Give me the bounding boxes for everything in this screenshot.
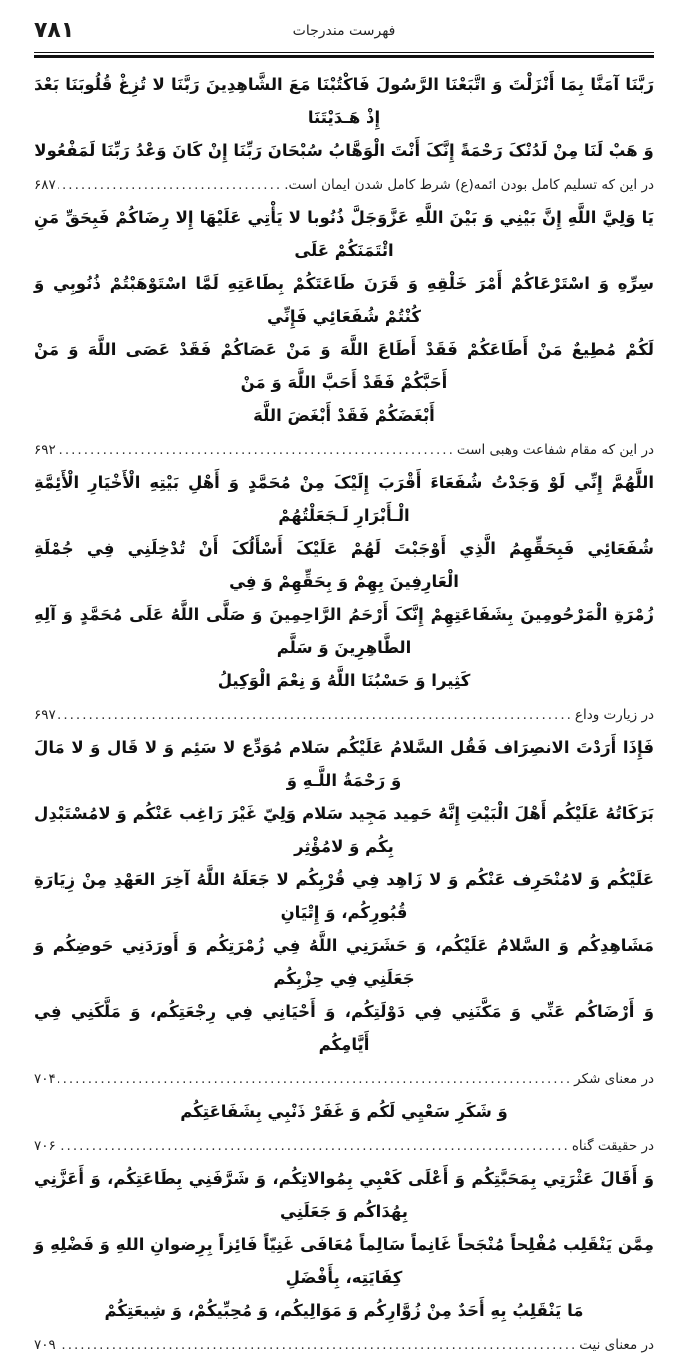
arabic-line: اللَّهُمَّ إِنِّي لَوْ وَجَدْتُ شُفَعَاءَ أَقْرَبَ إِلَيْکَ مِنْ مُحَمَّدٍ وَ أَهْلِ بَيْتِهِ الْأَخْيَارِ الْأَئِمَّةِ الْـأَبْرَارِ لَـجَعَلْتُهُمْ	[34, 473, 654, 525]
toc-entry-title: در حقیقت گناه	[571, 1138, 654, 1154]
toc-entry[interactable]	[34, 701, 654, 729]
arabic-line: عَلَيْكُم وَ لامُنْحَرِف عَنْكُم وَ لا زَاهِد فِي قُرْبِكُم لا جَعَلَهُ اللَّهُ آخِرَ العَهْدِ مِنْ زِيَارَةِ قُبُورِكُم، وَ إِتْيَانِ	[34, 870, 654, 922]
toc-leader-dots	[58, 436, 455, 464]
arabic-line: فَإِذَا أَرَدْتَ الانصِرَاف فَقُل السَّلامُ عَلَيْكُم سَلام مُوَدِّع لا سَئِم وَ لا قَال وَ لا مَالَ وَ رَحْمَةُ اللَّـهِ وَ	[34, 738, 654, 790]
page-header	[34, 0, 654, 58]
toc-entry[interactable]	[34, 1065, 654, 1093]
arabic-line: رَبَّنَا آمَنَّا بِمَا أَنْزَلْتَ وَ اتَّبَعْنَا الرَّسُولَ فَاكْتُبْنَا مَعَ الشَّاهِدِينَ رَبَّنَا لا تُزِغْ قُلُوبَنَا بَعْدَ إِذْ هَـدَيْتَنَا	[34, 75, 654, 127]
toc-entry-page: ۶۸۷	[34, 177, 56, 193]
toc-entry-page: ۶۹۲	[34, 442, 56, 458]
toc-entry[interactable]	[34, 171, 654, 199]
arabic-line: مَشَاهِدِكُم وَ السَّلامُ عَلَيْكُم، وَ حَشَرَنِي اللَّهُ فِي زُمْرَتِكُم وَ أَورَدَنِي حَوضِكُم وَ جَعَلَنِي فِي حِزْبِكُم	[34, 936, 654, 988]
arabic-passage	[34, 731, 654, 1061]
toc-entry-page: ۶۹۷	[34, 707, 56, 723]
arabic-line: أَبْغَضَكُمْ فَقَدْ أَبْغَضَ اللَّهَ	[253, 406, 435, 425]
toc-entry[interactable]	[34, 1132, 654, 1160]
toc-entry-title: در این که تسلیم کامل بودن ائمه(ع) شرط کامل شدن ایمان است.	[284, 177, 654, 193]
arabic-line: وَ أَرْضَاكُم عَنِّي وَ مَكَّنَنِي فِي دَوْلَتِكُم، وَ أَحْيَانِي فِي رِجْعَتِكُم، وَ مَلَّكَنِي فِي أَيَّامِكُم	[34, 1002, 654, 1054]
arabic-passage	[34, 68, 654, 167]
arabic-line: مِمَّن يَنْقَلِب مُفْلِحاً مُنْجَحاً غَانِماً سَالِماً مُعَافَى غَنِيّاً فَائِزاً بِرِضوانِ اللهِ وَ فَضْلِهِ وَ كِفَايَتِه، بِأَفْضَلِ	[34, 1235, 654, 1287]
toc-entry-title: در معنای نیت	[579, 1337, 654, 1353]
toc-leader-dots	[58, 1065, 572, 1093]
arabic-line: سِرِّهِ وَ اسْتَرْعَاكُمْ أَمْرَ خَلْقِهِ وَ قَرَنَ طَاعَتَكُمْ بِطَاعَتِهِ لَمَّا اسْتَوْهَبْتُمْ ذُنُوبِي وَ كُنْتُمْ شُفَعَائِي فَإِنِّي	[34, 274, 654, 326]
toc-entry-title: در این که مقام شفاعت وهبی است	[456, 442, 654, 458]
arabic-line: لَكُمْ مُطِيعٌ مَنْ أَطَاعَكُمْ فَقَدْ أَطَاعَ اللَّهَ وَ مَنْ عَصَاكُمْ فَقَدْ عَصَى اللَّهَ وَ مَنْ أَحَبَّكُمْ فَقَدْ أَحَبَّ اللَّهَ وَ مَنْ	[34, 340, 654, 392]
toc-leader-dots	[58, 171, 282, 199]
toc-entry-title: در معنای شکر	[574, 1071, 654, 1087]
toc-entry[interactable]	[34, 436, 654, 464]
arabic-line: زُمْرَةِ الْمَرْحُومِينَ بِشَفَاعَتِهِمْ إِنَّکَ أَرْحَمُ الرَّاحِمِينَ وَ صَلَّى اللَّهُ عَلَى مُحَمَّدٍ وَ آلِهِ الطَّاهِرِينَ وَ سَلَّم	[34, 605, 654, 657]
page-number: ۷۸۱	[34, 18, 75, 43]
arabic-line: يَا وَلِيَّ اللَّهِ إِنَّ بَيْنِي وَ بَيْنَ اللَّهِ عَزَّوَجَلَّ ذُنُوبا لا يَأْتِي عَلَيْهَا إِلا رِضَاكُمْ فَبِحَقِّ مَنِ ائْتَمَنَكُمْ عَلَى	[34, 208, 654, 260]
header-rule-thin	[34, 52, 654, 53]
toc-leader-dots	[58, 1132, 570, 1160]
arabic-passage	[34, 466, 654, 697]
running-title: فهرست مندرجات	[292, 23, 396, 39]
toc-entry-page: ۷۰۶	[34, 1138, 56, 1154]
toc-leader-dots	[58, 1331, 578, 1359]
arabic-line: وَ شَكَرِ سَعْيِي لَكُم وَ غَفَرْ ذَنْبِي بِشَفَاعَتِكُم	[180, 1102, 508, 1121]
arabic-line: وَ أَقَالَ عَثْرَتِي بِمَحَبَّتِكُم وَ أَعْلَى كَعْبِي بِمُوالاتِكُم، وَ شَرَّفَنِي بِطَاعَتِكُم، وَ أَعَزَّنِي بِهُدَاكُم وَ جَعَلَنِي	[34, 1169, 654, 1221]
arabic-line: كَثِيرا وَ حَسْبُنَا اللَّهُ وَ نِعْمَ الْوَكِيلُ	[217, 671, 471, 690]
toc-entry[interactable]	[34, 1331, 654, 1359]
arabic-passage	[34, 1162, 654, 1327]
arabic-line: مَا يَنْقَلِبُ بِهِ أَحَدٌ مِنْ زُوَّارِكُم وَ مَوَالِيكُم، وَ مُحِبِّيكُمْ، وَ شِيعَتِكُمْ	[104, 1301, 584, 1320]
page-content	[34, 68, 654, 1361]
arabic-line: شُفَعَائِي فَبِحَقِّهِمُ الَّذِي أَوْجَبْتَ لَهُمْ عَلَيْکَ أَسْأَلُکَ أَنْ تُدْخِلَنِي فِي جُمْلَةِ الْعَارِفِينَ بِهِمْ وَ بِحَقِّهِمْ وَ فِي	[34, 539, 654, 591]
arabic-passage	[34, 1095, 654, 1128]
header-rule-thick	[34, 55, 654, 58]
toc-entry-title: در زیارت وداع	[574, 707, 654, 723]
arabic-line: بَرَكَاتُهُ عَلَيْكُم أَهْلَ الْبَيْتِ إِنَّهُ حَمِيد مَجِيد سَلام وَلِيّ غَيْرَ رَاغِب عَنْكُم وَ لامُسْتَبْدِل بِكُم وَ لامُؤْثِر	[34, 804, 654, 856]
document-page	[34, 0, 654, 1353]
toc-entry-page: ۷۰۴	[34, 1071, 56, 1087]
arabic-line: وَ هَبْ لَنَا مِنْ لَدُنْکَ رَحْمَةً إِنَّکَ أَنْتَ الْوَهَّابُ سُبْحَانَ رَبِّنَا إِنْ كَانَ وَعْدُ رَبِّنَا لَمَفْعُولا	[34, 141, 654, 160]
arabic-passage	[34, 201, 654, 432]
toc-entry-page: ۷۰۹	[34, 1337, 56, 1353]
toc-leader-dots	[58, 701, 573, 729]
